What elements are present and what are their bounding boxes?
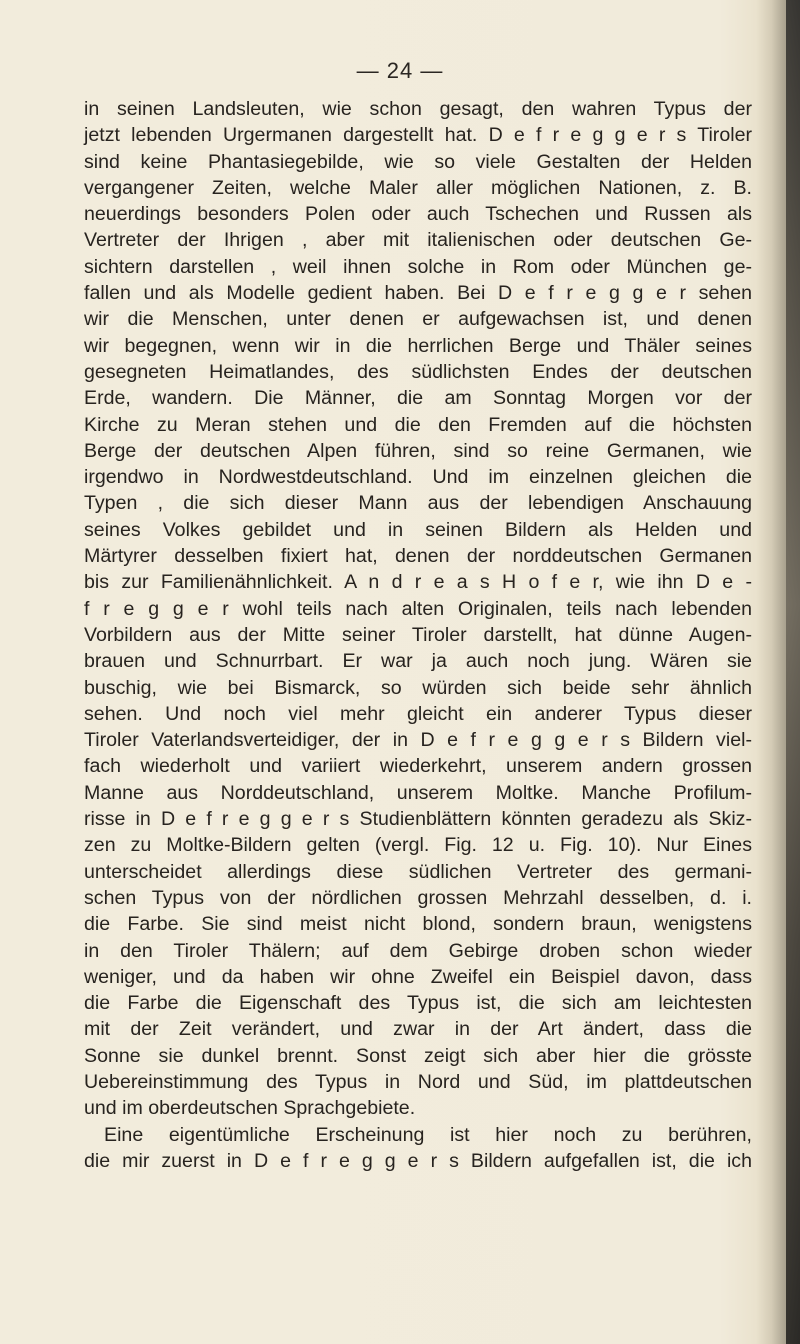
- text-line: irgendwo in Nordwestdeutschland. Und im einzelnen gleichen die: [84, 466, 752, 489]
- text-line: Manne aus Norddeutschland, unserem Moltke. Manche Profilum-: [84, 781, 752, 804]
- text-line: unterscheidet allerdings diese südlichen Vertreter des germani-: [84, 860, 752, 883]
- text-line: die mir zuerst in D e f r e g g e r s Bildern aufgefallen ist, die ich: [84, 1149, 752, 1172]
- text-line: Sonne sie dunkel brennt. Sonst zeigt sich aber hier die grösste: [84, 1044, 752, 1067]
- text-line: Uebereinstimmung des Typus in Nord und Süd, im plattdeutschen: [84, 1070, 752, 1093]
- text-line: jetzt lebenden Urgermanen dargestellt hat. D e f r e g g e r s Tiroler: [84, 124, 752, 147]
- text-line: schen Typus von der nördlichen grossen Mehrzahl desselben, d. i.: [84, 886, 752, 909]
- text-line: Vertreter der Ihrigen , aber mit italienischen oder deutschen Ge-: [84, 229, 752, 252]
- text-line: bis zur Familienähnlichkeit. A n d r e a s H o f e r, wie ihn D e -: [84, 571, 752, 594]
- paragraph-end-line: und im oberdeutschen Sprachgebiete.: [84, 1097, 416, 1120]
- text-line: die Farbe die Eigenschaft des Typus ist, die sich am leichtesten: [84, 992, 752, 1015]
- text-line: Tiroler Vaterlandsverteidiger, der in D e f r e g g e r s Bildern viel-: [84, 729, 752, 752]
- text-line: vergangener Zeiten, welche Maler aller möglichen Nationen, z. B.: [84, 176, 752, 199]
- text-line: wir die Menschen, unter denen er aufgewachsen ist, und denen: [84, 308, 752, 331]
- text-line: risse in D e f r e g g e r s Studienblättern könnten geradezu als Skiz-: [84, 808, 752, 831]
- text-line: buschig, wie bei Bismarck, so würden sich beide sehr ähnlich: [84, 676, 752, 699]
- text-line: neuerdings besonders Polen oder auch Tschechen und Russen als: [84, 203, 752, 226]
- text-line: in seinen Landsleuten, wie schon gesagt, den wahren Typus der: [84, 98, 752, 120]
- book-binding-edge: [786, 0, 800, 1344]
- text-line: brauen und Schnurrbart. Er war ja auch noch jung. Wären sie: [84, 650, 752, 673]
- text-line: wir begegnen, wenn wir in die herrlichen Berge und Thäler seines: [84, 334, 752, 357]
- text-line: sichtern darstellen , weil ihnen solche in Rom oder München ge-: [84, 255, 752, 278]
- text-line: Erde, wandern. Die Männer, die am Sonntag Morgen vor der: [84, 387, 752, 410]
- text-line: Märtyrer desselben fixiert hat, denen der norddeutschen Germanen: [84, 545, 752, 568]
- text-line: Vorbildern aus der Mitte seiner Tiroler darstellt, hat dünne Augen-: [84, 623, 752, 646]
- text-line: in den Tiroler Thälern; auf dem Gebirge droben schon wieder: [84, 939, 752, 962]
- text-line: Berge der deutschen Alpen führen, sind so reine Germanen, wie: [84, 439, 752, 462]
- page-number: — 24 —: [356, 58, 444, 83]
- text-line: weniger, und da haben wir ohne Zweifel ein Beispiel davon, dass: [84, 965, 752, 988]
- text-line: sind keine Phantasiegebilde, wie so viele Gestalten der Helden: [84, 150, 752, 173]
- text-line: Typen , die sich dieser Mann aus der lebendigen Anschauung: [84, 492, 752, 515]
- text-line: die Farbe. Sie sind meist nicht blond, sondern braun, wenigstens: [84, 913, 752, 936]
- text-line: sehen. Und noch viel mehr gleicht ein anderer Typus dieser: [84, 702, 752, 725]
- paragraph-start-line: Eine eigentümliche Erscheinung ist hier noch zu berühren,: [104, 1123, 752, 1146]
- body-text: [84, 96, 752, 1174]
- text-line: mit der Zeit verändert, und zwar in der Art ändert, dass die: [84, 1018, 752, 1041]
- text-line: gesegneten Heimatlandes, des südlichsten Endes der deutschen: [84, 360, 752, 383]
- text-line: zen zu Moltke-Bildern gelten (vergl. Fig. 12 u. Fig. 10). Nur Eines: [84, 834, 752, 857]
- text-line: Kirche zu Meran stehen und die den Fremden auf die höchsten: [84, 413, 752, 436]
- text-line: seines Volkes gebildet und in seinen Bildern als Helden und: [84, 518, 752, 541]
- text-line: fach wiederholt und variiert wiederkehrt, unserem andern grossen: [84, 755, 752, 778]
- text-line: f r e g g e r wohl teils nach alten Originalen, teils nach lebenden: [84, 597, 752, 620]
- text-line: fallen und als Modelle gedient haben. Bei D e f r e g g e r sehen: [84, 282, 752, 305]
